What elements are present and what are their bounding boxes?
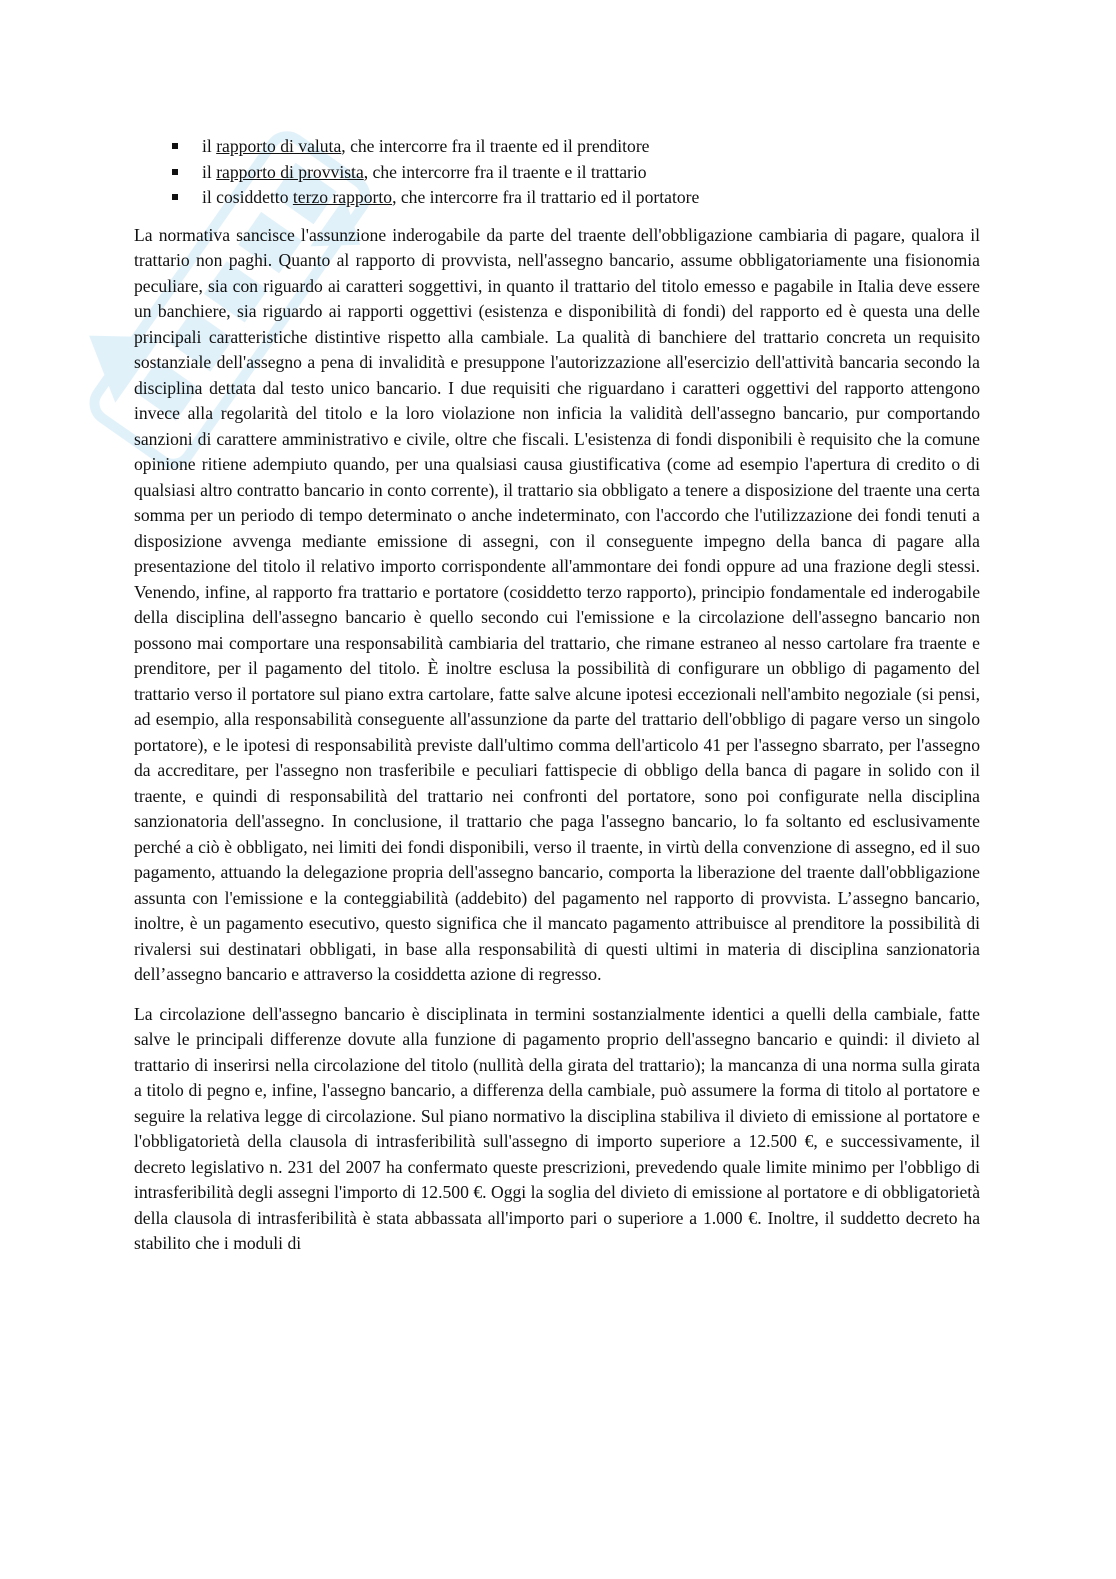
list-item — [134, 160, 980, 186]
bullet-term: rapporto di valuta — [216, 136, 342, 156]
paragraph-rapporti: La normativa sancisce l'assunzione inderogabile da parte del traente dell'obbligazione cambiaria di pagare, qualora il trattario non paghi. Quanto al rapporto di provvista, nell'assegno bancario, assume obbligatoriamente una fisionomia peculiare, sia con riguardo ai caratteri soggettivi, in quanto il trattario del titolo emesso e pagabile in Italia deve essere un banchiere, sia riguardo ai rapporti oggettivi (esistenza e disponibilità di fondi) del rapporto ed è questa una delle principali caratteristiche distintive rispetto alla cambiale. La qualità di banchiere del trattario concreta un requisito sostanziale dell'assegno a pena di invalidità e presuppone l'autorizzazione all'esercizio dell'attività bancaria secondo la disciplina dettata dal testo unico bancario. I due requisiti che riguardano i caratteri oggettivi del rapporto attengono invece alla regolarità del titolo e la loro violazione non inficia la validità dell'assegno bancario, pur comportando sanzioni di carattere amministrativo e civile, oltre che fiscali. L'esistenza di fondi disponibili è requisito che la comune opinione ritiene adempiuto quando, per una qualsiasi causa giustificativa (come ad esempio l'apertura di credito o di qualsiasi altro contratto bancario in conto corrente), il trattario sia obbligato a tenere a disposizione del traente una certa somma per un periodo di tempo determinato o anche indeterminato, con l'accordo che l'utilizzazione dei fondi tenuti a disposizione avvenga mediante emissione di assegni, con il conseguente impegno della banca di pagare alla presentazione del titolo il relativo importo corrispondente all'ammontare dei fondi oppure ad una frazione degli stessi. Venendo, infine, al rapporto fra trattario e portatore (cosiddetto terzo rapporto), principio fondamentale ed inderogabile della disciplina dell'assegno bancario è quello secondo cui l'emissione e la circolazione dell'assegno bancario non possono mai comportare una responsabilità cambiaria del trattario, che rimane estraneo al nesso cartolare fra traente e prenditore, per il pagamento del titolo. È inoltre esclusa la possibilità di configurare un obbligo di pagamento del trattario verso il portatore sul piano extra cartolare, fatte salve alcune ipotesi eccezionali nell'ambito negoziale (si pensi, ad esempio, alla responsabilità conseguente all'assunzione da parte del trattario dell'obbligo di pagare verso un singolo portatore), e le ipotesi di responsabilità previste dall'ultimo comma dell'articolo 41 per l'assegno sbarrato, per l'assegno da accreditare, per l'assegno non trasferibile e peculiari fattispecie di obbligo della banca di pagare in solido con il traente, e quindi di responsabilità del trattario nei confronti del portatore, sono poi configurate nella disciplina sanzionatoria dell'assegno. In conclusione, il trattario che paga l'assegno bancario, lo fa soltanto ed esclusivamente perché a ciò è obbligato, nei limiti dei fondi disponibili, verso il traente, in virtù della convenzione di assegno, ed il suo pagamento, attuando la delegazione propria dell'assegno bancario, comporta la liberazione del traente dall'obbligazione assunta con l'emissione e la conteggiabilità (addebito) del pagamento nel rapporto di provvista. L’assegno bancario, inoltre, è un pagamento esecutivo, questo significa che il mancato pagamento attribuisce al prenditore la possibilità di rivalersi sui destinatari obbligati, in base alla responsabilità di questi ultimi in materia di disciplina sanzionatoria dell’assegno bancario e attraverso la cosiddetta azione di regresso. — [134, 224, 980, 984]
bullet-list — [134, 134, 980, 211]
bullet-prefix: il — [202, 136, 217, 156]
document-body — [134, 134, 980, 1257]
square-bullet-icon — [172, 143, 178, 149]
paragraph-circolazione: La circolazione dell'assegno bancario è disciplinata in termini sostanzialmente identici a quelli della cambiale, fatte salve le principali differenze dovute alla funzione di pagamento proprio dell'assegno bancario e quindi: il divieto al trattario di inserirsi nella circolazione del titolo (nullità della girata del trattario); la mancanza di una norma sulla girata a titolo di pegno e, infine, l'assegno bancario, a differenza della cambiale, può assumere la forma di titolo al portatore e seguire la relativa legge di circolazione. Sul piano normativo la disciplina stabiliva il divieto di emissione al portatore e l'obbligatorietà della clausola di intrasferibilità sull'assegno di importo superiore a 12.500 €, e successivamente, il decreto legislativo n. 231 del 2007 ha confermato queste prescrizioni, prevedendo quale limite minimo per l'obbligo di intrasferibilità degli assegni l'importo di 12.500 €. Oggi la soglia del divieto di emissione al portatore e di obbligatorietà della clausola di intrasferibilità è stata abbassata all'importo pari o superiore a 1.000 €. Inoltre, il suddetto decreto ha stabilito che i moduli di — [134, 1003, 980, 1253]
bullet-suffix: , che intercorre fra il traente e il trattario — [363, 161, 647, 182]
list-item — [134, 185, 980, 211]
list-item — [134, 134, 980, 160]
bullet-suffix: , che intercorre fra il traente ed il prenditore — [341, 136, 650, 156]
bullet-term: terzo rapporto — [292, 187, 393, 207]
bullet-term: rapporto di provvista — [216, 161, 364, 182]
bullet-prefix: il cosiddetto — [202, 187, 293, 207]
bullet-prefix: il — [202, 161, 217, 182]
bullet-suffix: , che intercorre fra il trattario ed il portatore — [392, 187, 700, 207]
square-bullet-icon — [172, 194, 178, 200]
square-bullet-icon — [172, 169, 178, 175]
